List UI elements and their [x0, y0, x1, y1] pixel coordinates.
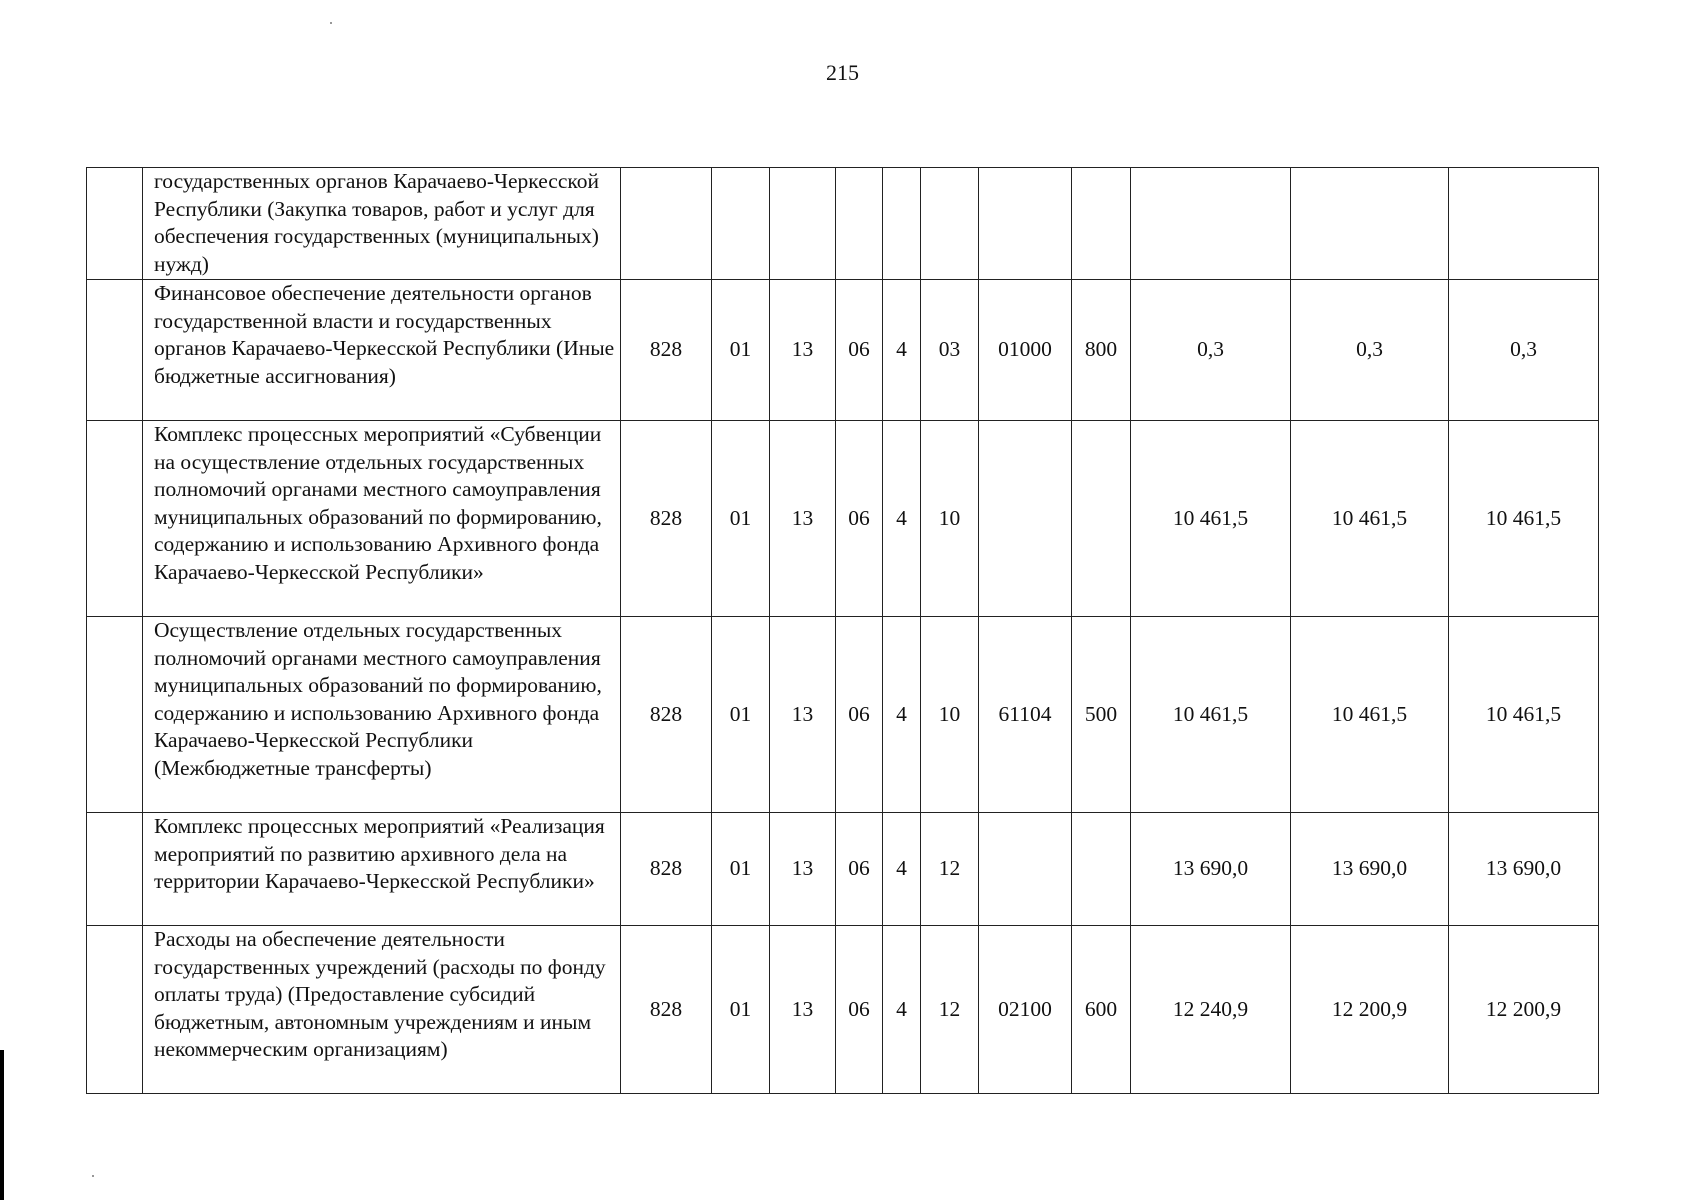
table-row [87, 813, 1599, 926]
amount-year-3: 0,3 [1449, 280, 1599, 421]
table-row [87, 421, 1599, 617]
amount-year-2: 12 200,9 [1291, 926, 1449, 1094]
event-code: 10 [921, 617, 979, 813]
section-code: 01 [712, 926, 770, 1094]
direction-code [979, 168, 1072, 280]
row-name: Комплекс процессных мероприятий «Реализация мероприятий по развитию архивного дела на территории Карачаево-Черкесской Республики» [143, 813, 621, 926]
ministry-code: 828 [621, 813, 712, 926]
program-code: 06 [836, 926, 883, 1094]
ministry-code [621, 168, 712, 280]
amount-year-1: 12 240,9 [1131, 926, 1291, 1094]
row-number-cell [87, 926, 143, 1094]
amount-year-3: 10 461,5 [1449, 617, 1599, 813]
event-code: 12 [921, 926, 979, 1094]
subsection-code: 13 [770, 926, 836, 1094]
table-row [87, 617, 1599, 813]
amount-year-2: 0,3 [1291, 280, 1449, 421]
amount-year-3: 12 200,9 [1449, 926, 1599, 1094]
section-code: 01 [712, 280, 770, 421]
ministry-code: 828 [621, 421, 712, 617]
amount-year-1: 0,3 [1131, 280, 1291, 421]
event-code: 12 [921, 813, 979, 926]
subsection-code [770, 168, 836, 280]
row-number-cell [87, 617, 143, 813]
amount-year-2: 10 461,5 [1291, 421, 1449, 617]
row-name: Осуществление отдельных государственных полномочий органами местного самоуправления муниципальных образований по формированию, содержанию и использованию Архивного фонда Карачаево-Черкесской Республики (Межбюджетные трансферты) [143, 617, 621, 813]
row-number-cell [87, 421, 143, 617]
program-code: 06 [836, 813, 883, 926]
table-row [87, 926, 1599, 1094]
amount-year-1: 10 461,5 [1131, 421, 1291, 617]
direction-code: 02100 [979, 926, 1072, 1094]
subsection-code: 13 [770, 421, 836, 617]
program-code [836, 168, 883, 280]
budget-table [86, 167, 1599, 1094]
program-code: 06 [836, 617, 883, 813]
page-number: 215 [826, 60, 859, 85]
row-number-cell [87, 168, 143, 280]
expense-type-code [1072, 421, 1131, 617]
row-number-cell [87, 813, 143, 926]
row-name: Комплекс процессных мероприятий «Субвенции на осуществление отдельных государственных полномочий органами местного самоуправления муниципальных образований по формированию, содержанию и использованию Архивного фонда Карачаево-Черкесской Республики» [143, 421, 621, 617]
section-code [712, 168, 770, 280]
direction-code [979, 421, 1072, 617]
type-code: 4 [883, 617, 921, 813]
scan-edge-mark [0, 1050, 4, 1200]
row-name: Финансовое обеспечение деятельности органов государственной власти и государственных органов Карачаево-Черкесской Республики (Иные бюджетные ассигнования) [143, 280, 621, 421]
row-number-cell [87, 280, 143, 421]
type-code: 4 [883, 280, 921, 421]
amount-year-1 [1131, 168, 1291, 280]
expense-type-code [1072, 813, 1131, 926]
expense-type-code: 800 [1072, 280, 1131, 421]
ministry-code: 828 [621, 617, 712, 813]
amount-year-3: 10 461,5 [1449, 421, 1599, 617]
scan-speck [92, 1175, 94, 1177]
amount-year-2: 13 690,0 [1291, 813, 1449, 926]
amount-year-3 [1449, 168, 1599, 280]
event-code [921, 168, 979, 280]
amount-year-1: 13 690,0 [1131, 813, 1291, 926]
section-code: 01 [712, 617, 770, 813]
ministry-code: 828 [621, 926, 712, 1094]
scan-speck [330, 22, 332, 24]
expense-type-code: 600 [1072, 926, 1131, 1094]
table-row [87, 168, 1599, 280]
event-code: 03 [921, 280, 979, 421]
amount-year-2 [1291, 168, 1449, 280]
amount-year-1: 10 461,5 [1131, 617, 1291, 813]
expense-type-code: 500 [1072, 617, 1131, 813]
subsection-code: 13 [770, 280, 836, 421]
type-code [883, 168, 921, 280]
direction-code: 61104 [979, 617, 1072, 813]
program-code: 06 [836, 421, 883, 617]
ministry-code: 828 [621, 280, 712, 421]
type-code: 4 [883, 421, 921, 617]
row-name: Расходы на обеспечение деятельности государственных учреждений (расходы по фонду оплаты труда) (Предоставление субсидий бюджетным, автономным учреждениям и иным некоммерческим организациям) [143, 926, 621, 1094]
amount-year-3: 13 690,0 [1449, 813, 1599, 926]
amount-year-2: 10 461,5 [1291, 617, 1449, 813]
subsection-code: 13 [770, 617, 836, 813]
section-code: 01 [712, 421, 770, 617]
expense-type-code [1072, 168, 1131, 280]
direction-code [979, 813, 1072, 926]
direction-code: 01000 [979, 280, 1072, 421]
row-name: государственных органов Карачаево-Черкесской Республики (Закупка товаров, работ и услуг для обеспечения государственных (муниципальных) нужд) [143, 168, 621, 280]
section-code: 01 [712, 813, 770, 926]
program-code: 06 [836, 280, 883, 421]
subsection-code: 13 [770, 813, 836, 926]
type-code: 4 [883, 813, 921, 926]
event-code: 10 [921, 421, 979, 617]
table-row [87, 280, 1599, 421]
type-code: 4 [883, 926, 921, 1094]
